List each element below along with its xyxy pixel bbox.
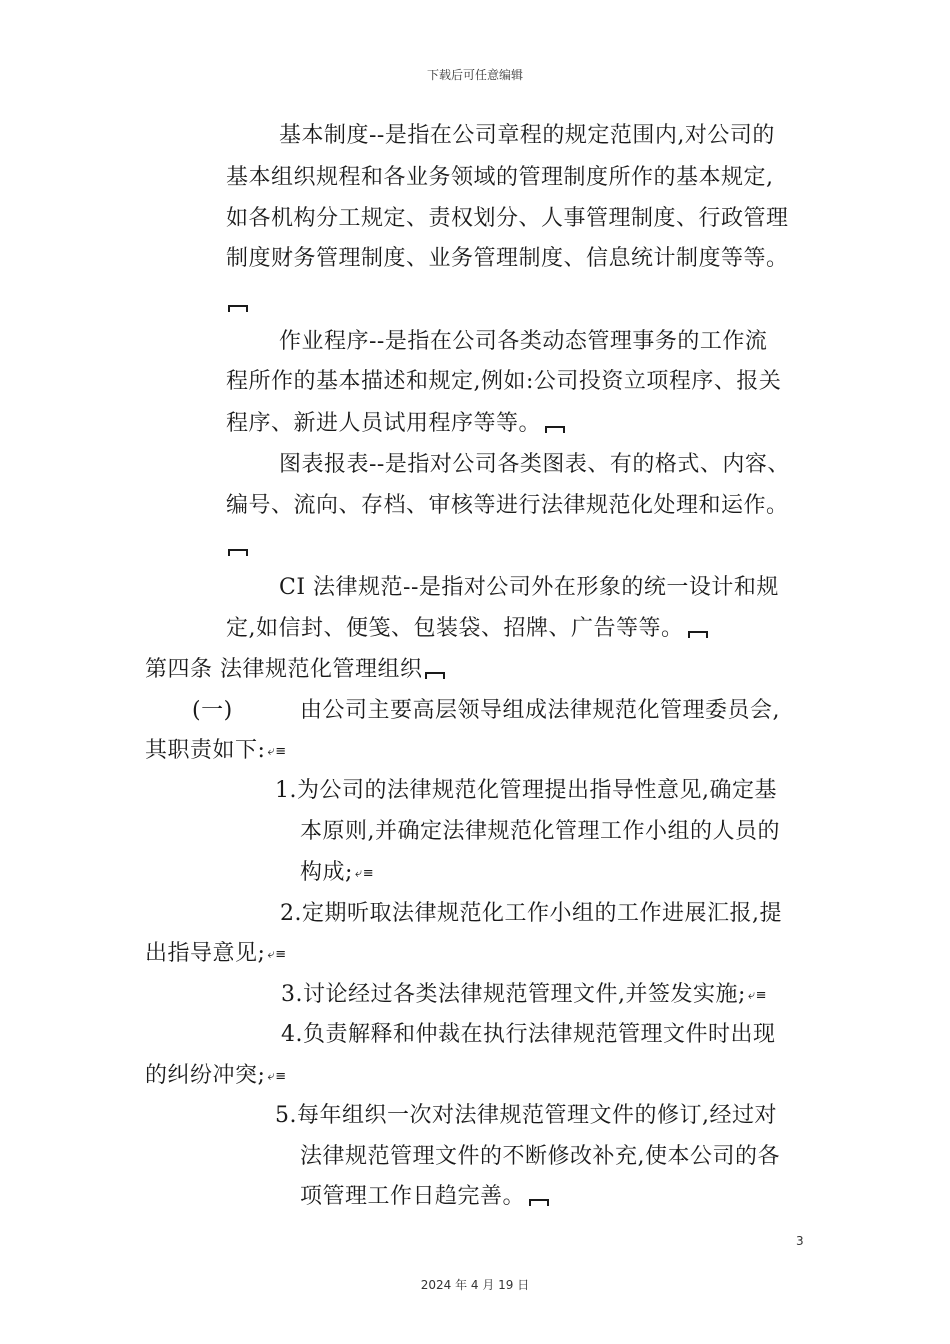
line-break-icon: ⤶≡ <box>267 744 287 759</box>
paragraph-mark-icon <box>529 1199 549 1206</box>
p1-line4: 制度财务管理制度、业务管理制度、信息统计制度等等。 <box>226 246 789 271</box>
item1-line2: 本原则,并确定法律规范化管理工作小组的人员的 <box>300 819 780 844</box>
item1-line1: 1.为公司的法律规范化管理提出指导性意见,确定基 <box>275 778 777 803</box>
item3-line1: 3.讨论经过各类法律规范管理文件,并签发实施; ⤶≡ <box>281 981 767 1010</box>
section-line2: 其职责如下: ⤶≡ <box>145 737 287 766</box>
p4-line1: CI 法律规范--是指对公司外在形象的统一设计和规 <box>279 575 779 600</box>
item4-line1: 4.负责解释和仲裁在执行法律规范管理文件时出现 <box>281 1022 776 1047</box>
p2-line2: 程所作的基本描述和规定,例如:公司投资立项程序、报关 <box>226 369 782 394</box>
article-heading: 第四条 法律规范化管理组织 <box>145 656 445 684</box>
section-number: (一) <box>192 698 233 723</box>
p1-line1: 基本制度--是指在公司章程的规定范围内,对公司的 <box>279 123 775 148</box>
p1-line2: 基本组织规程和各业务领域的管理制度所作的基本规定, <box>226 165 774 190</box>
paragraph-mark-icon <box>228 549 248 556</box>
p3-line1: 图表报表--是指对公司各类图表、有的格式、内容、 <box>279 452 790 477</box>
page-footer-date: 2024 年 4 月 19 日 <box>420 1278 530 1292</box>
page-number: 3 <box>796 1234 804 1248</box>
paragraph-mark-icon <box>688 631 708 638</box>
item2-line1: 2.定期听取法律规范化工作小组的工作进展汇报,提 <box>280 901 782 926</box>
line-break-icon: ⤶≡ <box>267 947 287 962</box>
p4-line2: 定,如信封、便笺、包装袋、招牌、广告等等。 <box>226 615 708 643</box>
line-break-icon: ⤶≡ <box>354 866 375 881</box>
item5-line3: 项管理工作日趋完善。 <box>300 1183 549 1211</box>
p2-line1: 作业程序--是指在公司各类动态管理事务的工作流 <box>279 329 768 354</box>
section-text: 由公司主要高层领导组成法律规范化管理委员会, <box>300 698 780 723</box>
p1-line3: 如各机构分工规定、责权划分、人事管理制度、行政管理 <box>226 206 789 231</box>
p2-line3: 程序、新进人员试用程序等等。 <box>226 410 565 438</box>
item2-line2: 出指导意见; ⤶≡ <box>145 940 287 969</box>
line-break-icon: ⤶≡ <box>747 988 768 1003</box>
paragraph-mark-icon <box>545 426 565 433</box>
item1-line3: 构成; ⤶≡ <box>300 859 374 888</box>
paragraph-mark-icon <box>425 672 445 679</box>
item5-line2: 法律规范管理文件的不断修改补充,使本公司的各 <box>300 1144 780 1169</box>
page-header: 下载后可任意编辑 <box>426 68 523 82</box>
p3-line2: 编号、流向、存档、审核等进行法律规范化处理和运作。 <box>226 493 789 518</box>
paragraph-mark-icon <box>228 305 248 312</box>
item5-line1: 5.每年组织一次对法律规范管理文件的修订,经过对 <box>275 1103 777 1128</box>
line-break-icon: ⤶≡ <box>267 1069 287 1084</box>
item4-line2: 的纠纷冲突; ⤶≡ <box>145 1062 287 1091</box>
